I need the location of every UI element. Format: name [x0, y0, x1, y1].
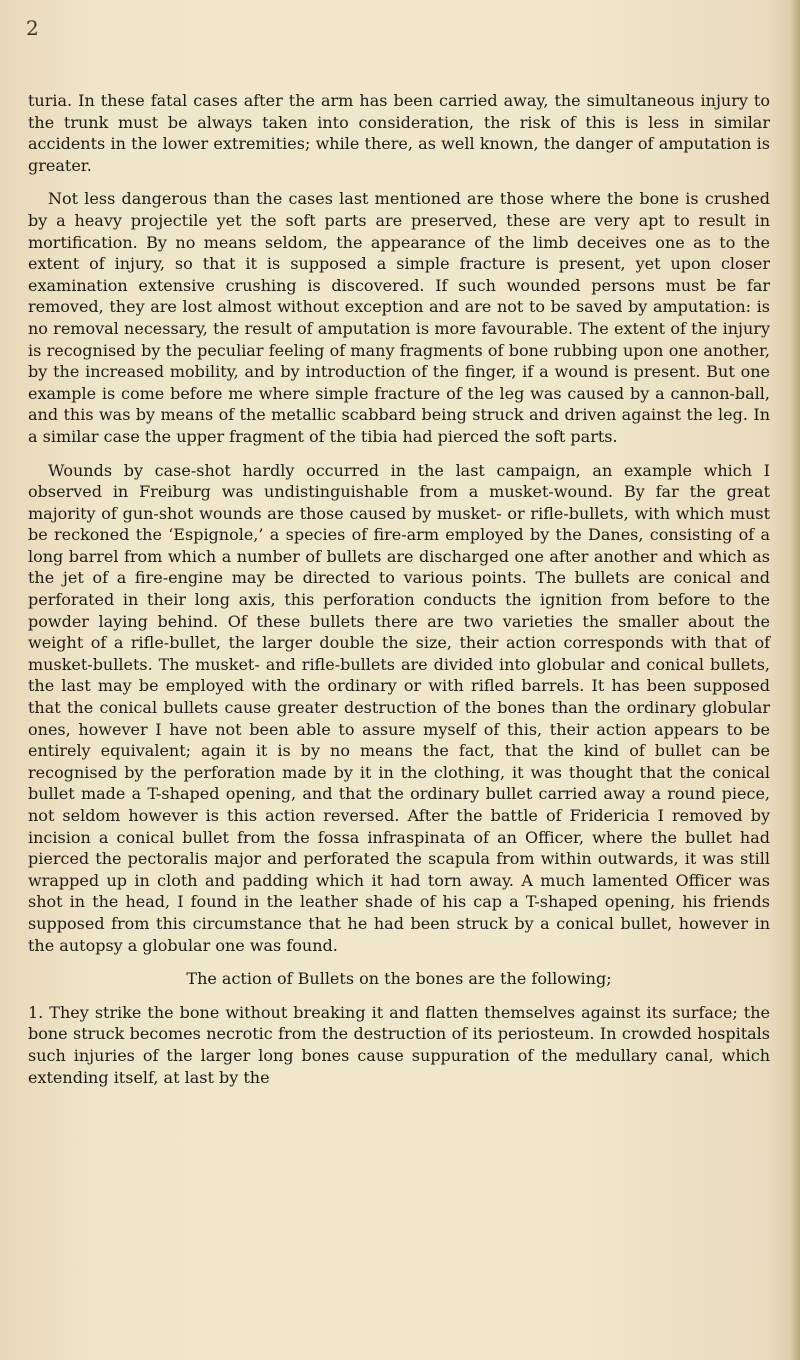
page-number: 2 — [26, 16, 39, 40]
body-text — [28, 90, 770, 1100]
paragraph-gunshot-wounds: Wounds by case-shot hardly occurred in the last campaign, an example which I observed in Freiburg was undistinguishable from a musket-wound. By far the great majority of gun-shot wounds are those caused by musket- or rifle-bullets, with which must be reckoned the ‘Espignole,’ a species of fire-arm employed by the Danes, consisting of a long barrel from which a number of bullets are discharged one after another and which as the jet of a fire-engine may be directed to various points. The bullets are conical and perforated in their long axis, this perforation conducts the ignition from before to the powder laying behind. Of these bullets there are two varieties the smaller about the weight of a rifle-bullet, the larger double the size, their action corresponds with that of musket-bullets. The musket- and rifle-bullets are divided into globular and conical bullets, the last may be employed with the ordinary or with rifled barrels. It has been supposed that the conical bullets cause greater destruction of the bones than the ordinary globular ones, however I have not been able to assure myself of this, their action appears to be entirely equivalent; again it is by no means the fact, that the kind of bullet can be recognised by the perforation made by it in the clothing, it was thought that the conical bullet made a T-shaped opening, and that the ordinary bullet carried away a round piece, not seldom however is this action reversed. After the battle of Fridericia I removed by incision a conical bullet from the fossa infraspinata of an Officer, where the bullet had pierced the pectoralis major and perforated the scapula from within outwards, it was still wrapped up in cloth and padding which it had torn away. A much lamented Officer was shot in the head, I found in the leather shade of his cap a T-shaped opening, his friends supposed from this circumstance that he had been struck by a conical bullet, however in the autopsy a globular one was found. — [28, 460, 770, 955]
paragraph-continuation: turia. In these fatal cases after the arm has been carried away, the simultaneous injury to the trunk must be always taken into consideration, the risk of this is less in similar accidents in the lower extremities; while there, as well known, the danger of amputation is greater. — [28, 91, 770, 175]
page-edge-shadow — [790, 0, 800, 1360]
paragraph-bullet-action-heading: The action of Bullets on the bones are the following; — [186, 969, 612, 989]
paragraph-numbered-item-1: 1. They strike the bone without breaking it and flatten themselves against its surface; the bone struck becomes necrotic from the destruction of its periosteum. In crowded hospitals such injuries of the larger long bones cause suppuration of the medullary canal, which extending itself, at last by the — [28, 1002, 770, 1087]
paragraph-crushed-bone: Not less dangerous than the cases last mentioned are those where the bone is crushed by a heavy projectile yet the soft parts are preserved, these are very apt to result in mortification. By no means seldom, the appearance of the limb deceives one as to the extent of injury, so that it is supposed a simple fracture is present, yet upon closer examination extensive crushing is discovered. If such wounded persons must be far removed, they are lost almost without exception and are not to be saved by amputation: is no removal necessary, the result of amputation is more favourable. The extent of the injury is recognised by the peculiar feeling of many fragments of bone rubbing upon one another, by the increased mobility, and by introduction of the finger, if a wound is present. But one example is come before me where simple fracture of the leg was caused by a cannon-ball, and this was by means of the metallic scabbard being struck and driven against the leg. In a similar case the upper fragment of the tibia had pierced the soft parts. — [28, 189, 770, 446]
